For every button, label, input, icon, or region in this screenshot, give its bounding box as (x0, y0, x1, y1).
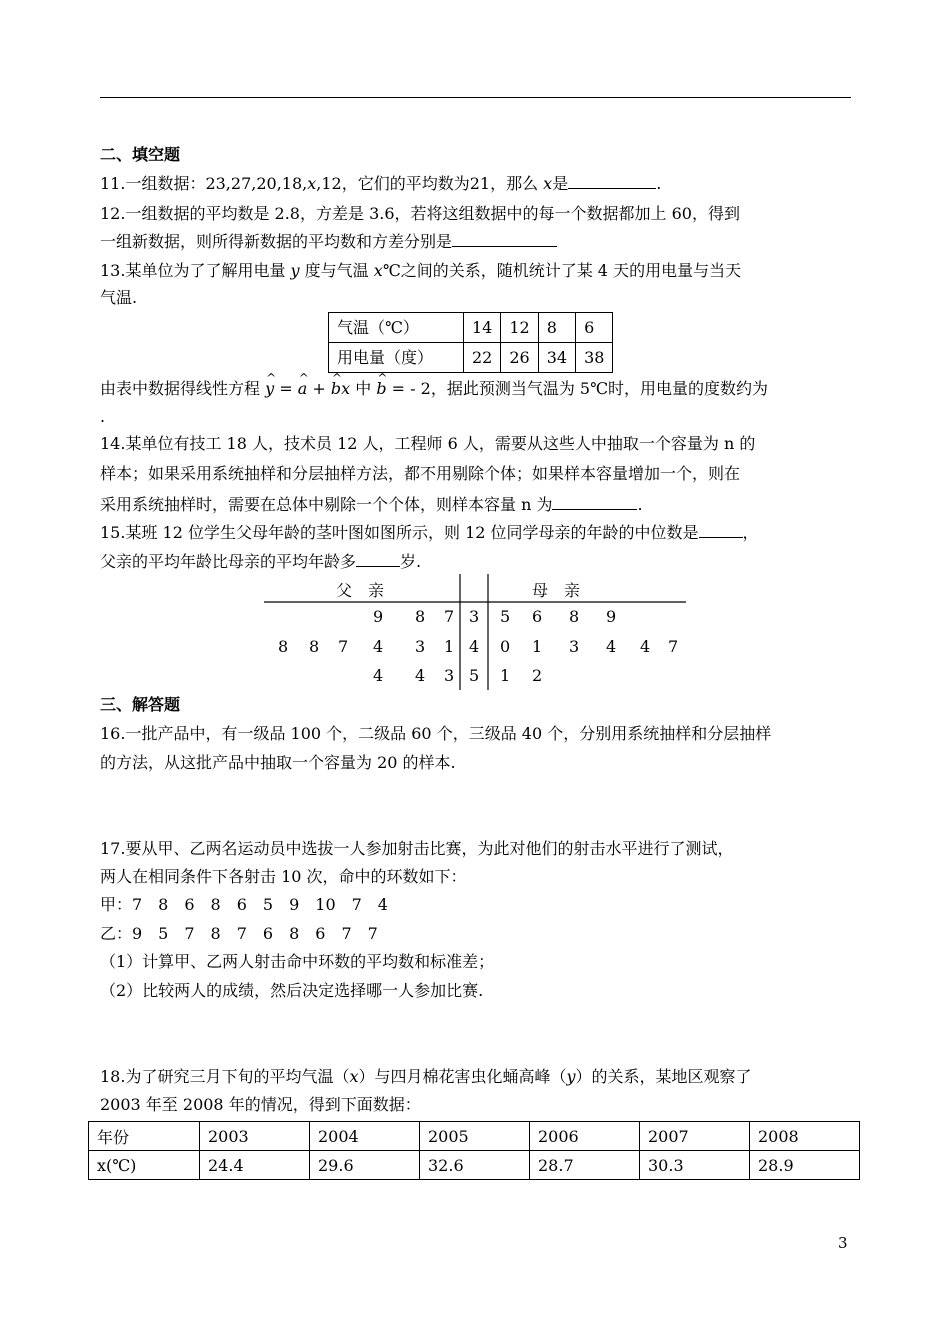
mother-leaf: 7 (668, 637, 679, 656)
question-18-line2: 2003 年至 2008 年的情况，得到下面数据： (100, 1095, 421, 1114)
table-cell: 28.9 (750, 1151, 860, 1180)
table-cell: 34 (538, 343, 575, 373)
table-cell: 12 (501, 313, 538, 343)
table-cell: 2006 (530, 1122, 640, 1151)
table-cell: 年份 (89, 1122, 200, 1151)
table-row (89, 1151, 860, 1180)
question-13-end: . (100, 407, 106, 426)
father-leaf: 4 (415, 666, 426, 685)
stem-value: 5 (469, 666, 480, 685)
table-cell: 2007 (640, 1122, 750, 1151)
table-cell: 24.4 (200, 1151, 310, 1180)
question-12-line1: 12.一组数据的平均数是 2.8，方差是 3.6，若将这组数据中的每一个数据都加上 60，得到 (100, 204, 740, 223)
table-cell: 14 (464, 313, 501, 343)
table-cell: 用电量（度） (329, 343, 464, 373)
mother-leaf: 9 (606, 607, 617, 626)
question-13-line2: 气温. (100, 288, 138, 307)
mother-leaf: 1 (532, 637, 543, 656)
question-16-line2: 的方法，从这批产品中抽取一个容量为 20 的样本. (100, 753, 456, 772)
question-17-yi: 乙：9 5 7 8 7 6 8 6 7 7 (100, 924, 378, 943)
mother-leaf: 4 (606, 637, 617, 656)
question-17-line2: 两人在相同条件下各射击 10 次，命中的环数如下： (100, 867, 467, 886)
question-17-jia: 甲：7 8 6 8 6 5 9 10 7 4 (100, 895, 388, 914)
table-cell: 2004 (310, 1122, 420, 1151)
table-cell: 38 (576, 343, 613, 373)
section-title-answers: 三、解答题 (100, 695, 181, 714)
mother-leaf: 8 (569, 607, 580, 626)
table-cell: 28.7 (530, 1151, 640, 1180)
table-row (89, 1122, 860, 1151)
father-label: 父 亲 (336, 581, 385, 600)
father-leaf: 7 (338, 637, 349, 656)
mother-leaf: 5 (500, 607, 511, 626)
father-leaf: 4 (373, 666, 384, 685)
mother-leaf: 2 (532, 666, 543, 685)
table-cell: 30.3 (640, 1151, 750, 1180)
question-17-line1: 17.要从甲、乙两名运动员中选拔一人参加射击比赛，为此对他们的射击水平进行了测试， (100, 839, 734, 858)
section-title-fill-in: 二、填空题 (100, 145, 181, 164)
mother-leaf: 1 (500, 666, 511, 685)
father-leaf: 3 (444, 666, 455, 685)
mother-leaf: 3 (569, 637, 580, 656)
mother-leaf: 0 (500, 637, 511, 656)
table-cell: 32.6 (420, 1151, 530, 1180)
father-leaf: 7 (444, 607, 455, 626)
table-cell: 29.6 (310, 1151, 420, 1180)
father-leaf: 3 (415, 637, 426, 656)
table-cell: 2003 (200, 1122, 310, 1151)
stem-value: 3 (469, 607, 480, 626)
mother-leaf: 6 (532, 607, 543, 626)
question-17-sub2: （2）比较两人的成绩，然后决定选择哪一人参加比赛. (100, 981, 484, 1000)
question-11: 11.一组数据：23,27,20,18,x,12，它们的平均数为21，那么 x是 . (100, 174, 662, 193)
table-cell: 22 (464, 343, 501, 373)
question-14-line3: 采用系统抽样时，需要在总体中剔除一个个体，则样本容量 n 为 . (100, 495, 643, 514)
table-cell: 26 (501, 343, 538, 373)
question-14-line2: 样本；如果采用系统抽样和分层抽样方法，都不用剔除个体；如果样本容量增加一个，则在 (100, 464, 741, 483)
father-leaf: 8 (309, 637, 320, 656)
question-14-line1: 14.某单位有技工 18 人，技术员 12 人，工程师 6 人，需要从这些人中抽取一个容量为 n 的 (100, 434, 756, 453)
table-cell: 2008 (750, 1122, 860, 1151)
mother-label: 母 亲 (532, 581, 581, 600)
question-15-line2: 父亲的平均年龄比母亲的平均年龄多 岁. (100, 552, 422, 571)
question-12-line2: 一组新数据，则所得新数据的平均数和方差分别是 (100, 230, 557, 253)
table-cell: 6 (576, 313, 613, 343)
page-number: 3 (838, 1234, 848, 1252)
father-leaf: 1 (444, 637, 455, 656)
mother-leaf: 4 (640, 637, 651, 656)
table-cell: 2005 (420, 1122, 530, 1151)
father-leaf: 4 (373, 637, 384, 656)
question-18-line1: 18.为了研究三月下旬的平均气温（x）与四月棉花害虫化蛹高峰（y）的关系，某地区观察了 (100, 1067, 752, 1086)
question-17-sub1: （1）计算甲、乙两人射击命中环数的平均数和标准差； (100, 952, 495, 971)
question-13-line1: 13.某单位为了了解用电量 y 度与气温 x℃之间的关系，随机统计了某 4 天的用电量与当天 (100, 261, 742, 280)
father-leaf: 9 (373, 607, 384, 626)
father-leaf: 8 (278, 637, 289, 656)
table-cell: x(℃) (89, 1151, 200, 1180)
stem-value: 4 (469, 637, 480, 656)
table-cell: 8 (538, 313, 575, 343)
question-16-line1: 16.一批产品中，有一级品 100 个，二级品 60 个，三级品 40 个，分别用系统抽样和分层抽样 (100, 724, 772, 743)
year-temperature-table (88, 1121, 860, 1180)
table-cell: 气温（℃） (329, 313, 464, 343)
question-15-line1: 15.某班 12 位学生父母年龄的茎叶图如图所示，则 12 位同学母亲的年龄的中位数是 ， (100, 523, 759, 542)
father-leaf: 8 (415, 607, 426, 626)
question-13-equation-line: 由表中数据得线性方程 ^ y = ^ a + ^ bx 中 ^ b = - 2，据此预测当气温为 5℃时，用电量的度数约为 (100, 378, 768, 400)
